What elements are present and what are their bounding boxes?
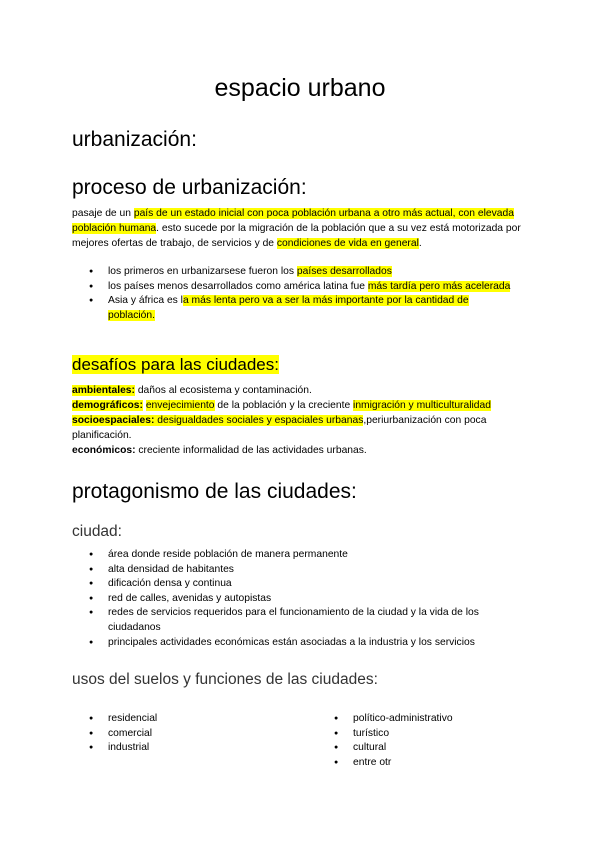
text-run: los países menos desarrollados como américa latina fue xyxy=(108,280,368,292)
proceso-paragraph xyxy=(72,206,534,251)
highlighted-text: envejecimiento xyxy=(145,400,215,411)
desafio-demograficos xyxy=(72,398,534,413)
list-item: ● entre otr xyxy=(317,756,537,771)
list-item: ● área donde reside población de manera permanente xyxy=(72,548,522,563)
proceso-bullet-list xyxy=(72,265,512,323)
desafio-label: ambientales: xyxy=(72,385,135,396)
highlighted-text: desigualdades sociales y espaciales urbanas xyxy=(154,415,364,426)
desafio-label: económicos: xyxy=(72,445,136,456)
document-title: espacio urbano xyxy=(214,74,386,102)
desafio-economicos xyxy=(72,443,534,458)
list-item: ● redes de servicios requeridos para el funcionamiento de la ciudad y la vida de los ciudadanos xyxy=(72,606,522,635)
text-run: de la población y la creciente xyxy=(214,400,354,411)
list-item: ● residencial xyxy=(72,712,302,727)
text-run: daños al ecosistema y contaminación. xyxy=(134,385,312,396)
text-run: Asia y áfrica es l xyxy=(108,295,183,307)
list-item: ● político-administrativo xyxy=(317,712,537,727)
usos-list-left xyxy=(72,712,302,756)
highlighted-text: desafíos para las ciudades: xyxy=(72,355,279,374)
list-item xyxy=(72,294,512,323)
list-item: ● industrial xyxy=(72,741,302,756)
heading-desafios xyxy=(72,355,279,375)
desafio-socioespaciales xyxy=(72,413,534,443)
usos-list-right xyxy=(317,712,537,770)
text-run: los primeros en urbanizarsese fueron los xyxy=(108,266,297,277)
list-item: ● principales actividades económicas están asociadas a la industria y los servicios xyxy=(72,636,522,651)
list-item: ● comercial xyxy=(72,727,302,742)
list-item: ● dificación densa y continua xyxy=(72,577,522,592)
desafio-label: demográficos: xyxy=(72,400,143,411)
heading-protagonismo: protagonismo de las ciudades: xyxy=(72,480,357,503)
highlighted-text: países desarrollados xyxy=(296,266,392,277)
heading-usos: usos del suelos y funciones de las ciudades: xyxy=(72,671,378,688)
desafios-block xyxy=(72,383,534,458)
list-item: ● alta densidad de habitantes xyxy=(72,563,522,578)
ciudad-bullet-list xyxy=(72,548,522,650)
list-item xyxy=(72,280,512,295)
highlighted-text: inmigración y multiculturalidad xyxy=(353,400,491,411)
list-item xyxy=(72,265,512,280)
heading-ciudad: ciudad: xyxy=(72,523,122,540)
highlighted-text: país de un estado inicial con poca población urbana a otro más actual, con elevada población humana xyxy=(72,208,514,234)
text-run: . xyxy=(418,238,422,249)
text-run: . esto sucede por la migración de la población que a su vez está motorizada por mejores ofertas de trabajo, de servicios y de xyxy=(72,223,521,249)
text-run: creciente informalidad de las actividades urbanas. xyxy=(135,445,367,456)
heading-proceso: proceso de urbanización: xyxy=(72,176,307,199)
list-item: ● red de calles, avenidas y autopistas xyxy=(72,592,522,607)
text-run: pasaje de un xyxy=(72,208,134,219)
highlighted-text: a más lenta pero va a ser la más importante por la cantidad de población. xyxy=(108,295,469,321)
highlighted-text: condiciones de vida en general xyxy=(276,238,419,249)
heading-urbanizacion: urbanización: xyxy=(72,128,197,151)
list-item: ● cultural xyxy=(317,741,537,756)
highlighted-text: más tardía pero más acelerada xyxy=(367,280,511,292)
list-item: ● turístico xyxy=(317,727,537,742)
desafio-ambientales xyxy=(72,383,534,398)
text-run: ,periurbanización con poca planificación. xyxy=(72,415,487,441)
desafio-label: socioespaciales: xyxy=(72,415,155,426)
